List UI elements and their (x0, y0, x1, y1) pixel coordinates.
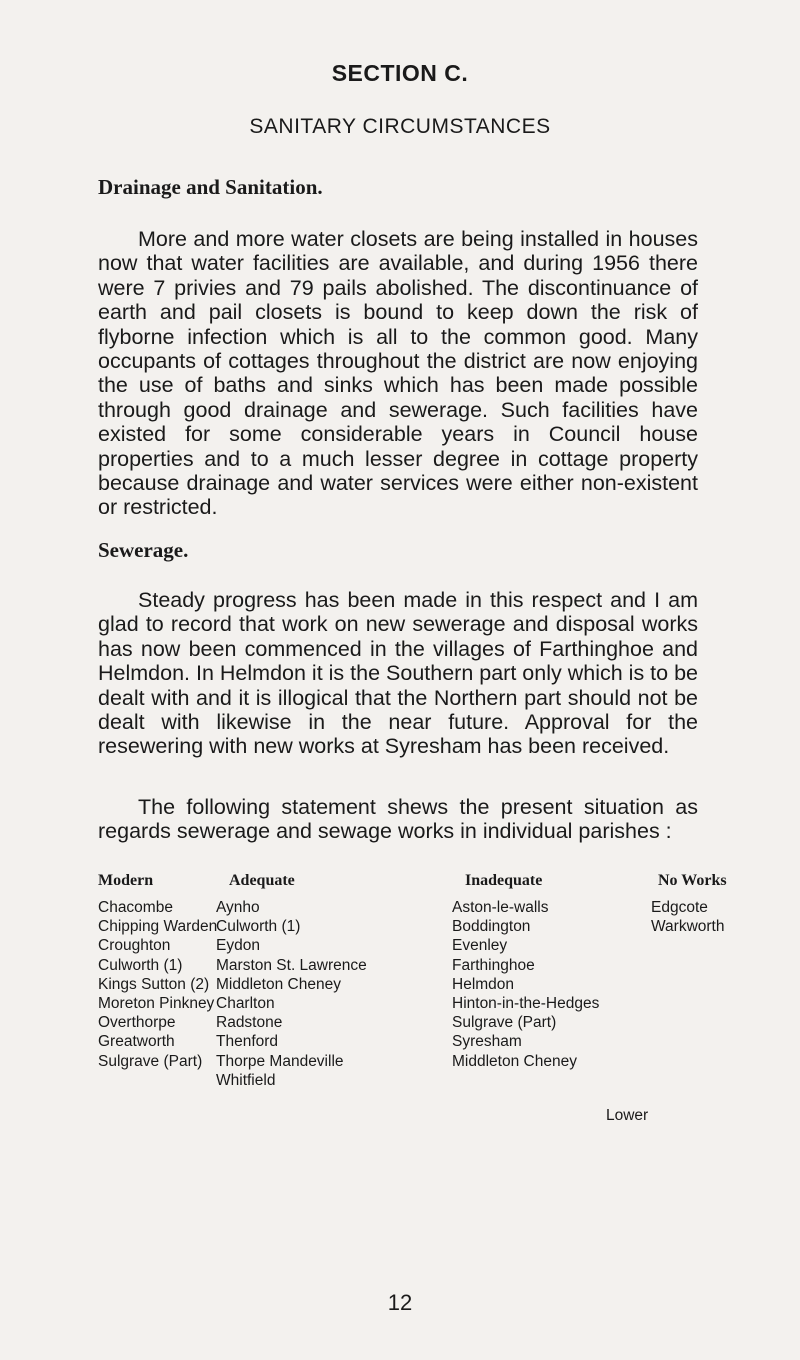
drainage-heading: Drainage and Sanitation. (98, 175, 323, 199)
list-item: Edgcote (651, 899, 708, 916)
column-items (651, 898, 727, 936)
section-title: SECTION C. (331, 60, 469, 86)
list-item: Chacombe (98, 899, 173, 916)
column-header: Modern (98, 872, 154, 889)
column-items (452, 898, 599, 1071)
list-item: Sulgrave (Part) (452, 1014, 557, 1032)
list-item: Evenley (452, 937, 508, 955)
list-item: Radstone (216, 1014, 283, 1032)
column-header: Adequate (229, 872, 295, 889)
list-item: Middleton Cheney (452, 1052, 577, 1070)
column-items (98, 898, 217, 1071)
list-item: Syresham (452, 1033, 522, 1051)
list-item: Middleton Cheney (216, 975, 341, 993)
list-item: Thorpe Mandeville (216, 1052, 344, 1070)
parishes-table (98, 872, 738, 1192)
list-item: Helmdon (452, 975, 515, 993)
column-no-works (651, 872, 727, 936)
list-item: Boddington (452, 918, 531, 936)
list-item: Croughton (98, 937, 171, 955)
list-item: Farthinghoe (452, 956, 535, 974)
column-header: No Works (658, 872, 727, 889)
list-item: Warkworth (651, 918, 725, 936)
sewerage-paragraph: Steady progress has been made in this respect and I am glad to record that work on new sewerage and disposal works has now been commenced in the villages of Farthinghoe and Helmdon. In Helmdon it is the Southern part only which is to be dealt with and it is illogical that the Northern part should not be dealt with likewise in the near future. Approval for the resewering with new works at Syresham has been received. (98, 588, 698, 759)
column-inadequate (452, 872, 599, 1071)
column-adequate (216, 872, 367, 1090)
list-item: Charlton (216, 995, 275, 1013)
list-item: Whitfield (216, 1071, 276, 1089)
continuation-lower: Lower (606, 1107, 649, 1124)
list-item: Culworth (1) (98, 956, 183, 974)
list-item: Overthorpe (98, 1014, 176, 1032)
list-item: Thenford (216, 1033, 279, 1051)
list-item: Marston St. Lawrence (216, 956, 367, 974)
column-header: Inadequate (465, 872, 543, 889)
sewerage-heading: Sewerage. (98, 538, 189, 562)
page-number: 12 (387, 1290, 413, 1315)
list-item: Greatworth (98, 1033, 175, 1051)
statement-paragraph: The following statement shews the present situation as regards sewerage and sewage works in individual parishes : (98, 795, 698, 844)
list-item: Chipping Warden (98, 918, 218, 936)
list-item: Aynho (216, 899, 260, 916)
section-subtitle: SANITARY CIRCUMSTANCES (249, 115, 551, 138)
column-modern (98, 872, 217, 1071)
drainage-paragraph: More and more water closets are being installed in houses now that water facilities are available, and during 1956 there were 7 privies and 79 pails abolished. The discontinuance of earth and pail closets is bound to keep down the risk of flyborne infection which is all to the common good. Many occupants of cottages throughout the district are now enjoying the use of baths and sinks which has been made possible through good drainage and sewerage. Such facilities have existed for some considerable years in Council house properties and to a much lesser degree in cottage property because drainage and water services were either non-existent or restricted. (98, 227, 698, 520)
list-item: Culworth (1) (216, 918, 301, 936)
list-item: Kings Sutton (2) (98, 975, 210, 993)
list-item: Eydon (216, 937, 260, 955)
column-items (216, 898, 367, 1090)
list-item: Sulgrave (Part) (98, 1052, 203, 1070)
list-item: Aston-le-walls (452, 899, 549, 916)
list-item: Moreton Pinkney (98, 995, 215, 1013)
list-item: Hinton-in-the-Hedges (452, 995, 600, 1013)
